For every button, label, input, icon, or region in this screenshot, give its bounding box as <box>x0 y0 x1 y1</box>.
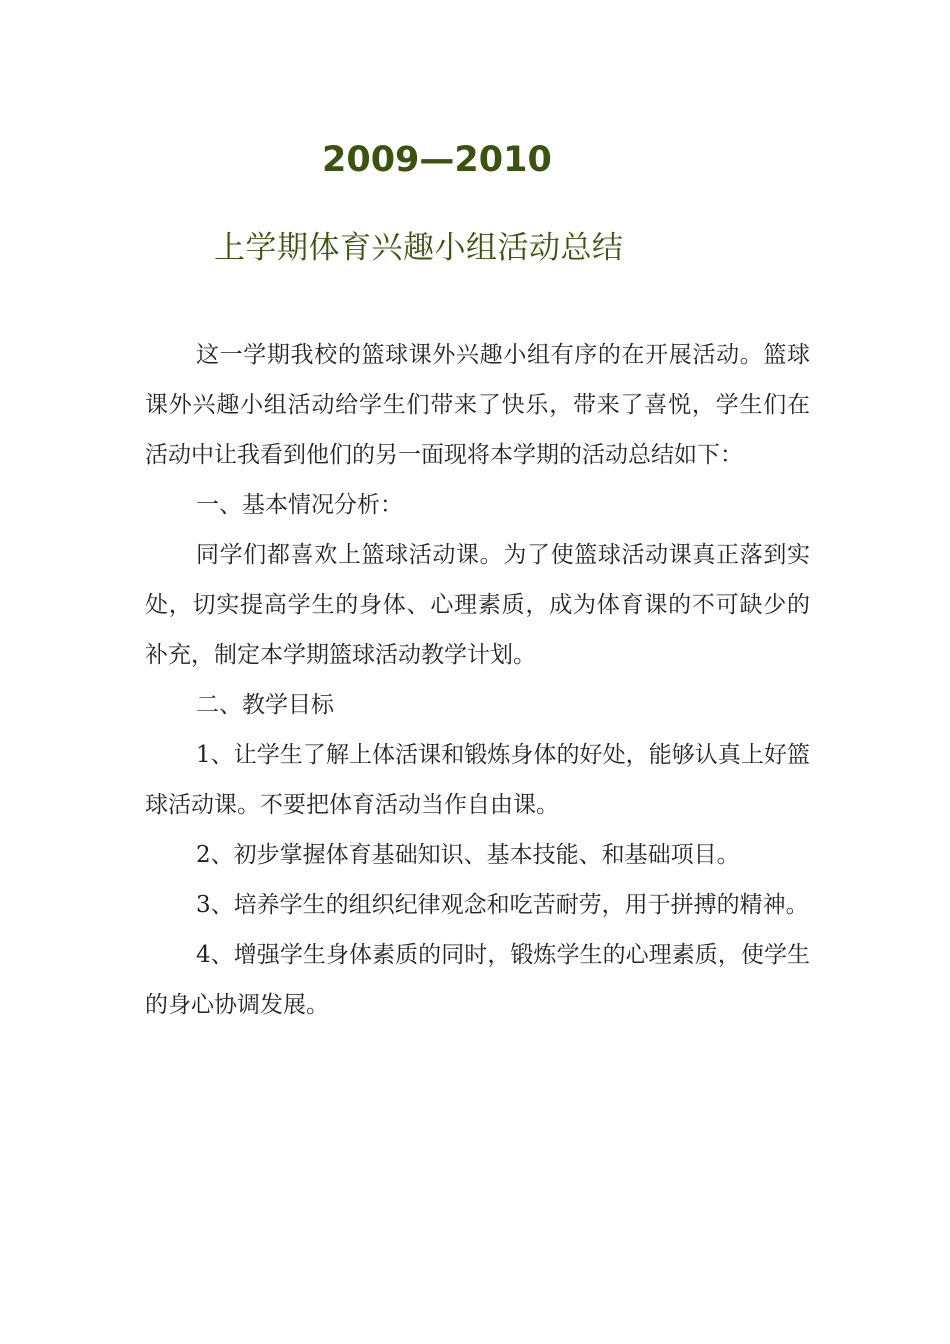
document-body <box>145 330 810 1030</box>
goal-item-4: 4、增强学生身体素质的同时，锻炼学生的心理素质，使学生的身心协调发展。 <box>145 942 810 1018</box>
goal-item-3: 3、培养学生的组织纪律观念和吃苦耐劳，用于拼搏的精神。 <box>196 892 809 918</box>
paragraph-analysis: 同学们都喜欢上篮球活动课。为了使篮球活动课真正落到实处，切实提高学生的身体、心理素质，成为体育课的不可缺少的补充，制定本学期篮球活动教学计划。 <box>145 542 810 668</box>
paragraph-intro: 这一学期我校的篮球课外兴趣小组有序的在开展活动。篮球课外兴趣小组活动给学生们带来了快乐，带来了喜悦，学生们在活动中让我看到他们的另一面现将本学期的活动总结如下： <box>145 342 810 468</box>
document-title: 上学期体育兴趣小组活动总结 <box>214 230 624 266</box>
goal-item-2: 2、初步掌握体育基础知识、基本技能、和基础项目。 <box>196 842 740 868</box>
section-heading-1: 一、基本情况分析： <box>196 492 403 518</box>
document-title-year: 2009—2010 <box>322 140 552 180</box>
section-heading-2: 二、教学目标 <box>196 692 334 718</box>
goal-item-1: 1、让学生了解上体活课和锻炼身体的好处，能够认真上好篮球活动课。不要把体育活动当作自由课。 <box>145 742 810 818</box>
